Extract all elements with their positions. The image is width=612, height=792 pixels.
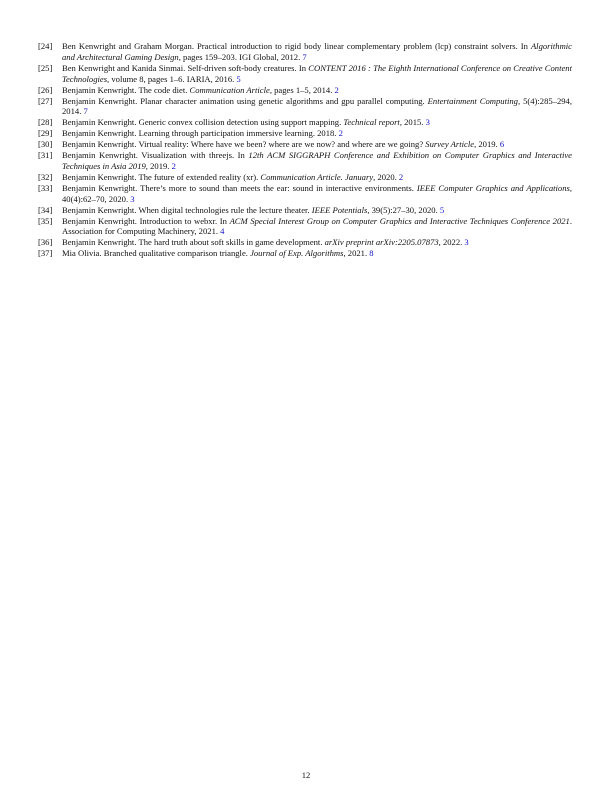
- reference-venue: Communication Article. January: [260, 171, 374, 182]
- reference-text: Benjamin Kenwright. Learning through participation immersive learning. 2018.: [62, 128, 339, 139]
- reference-text: Benjamin Kenwright. The hard truth about soft skills in game development.: [62, 237, 325, 248]
- reference-number: [32]: [38, 171, 53, 182]
- reference-text: Ben Kenwright and Kanida Sinmai. Self-driven soft-body creatures. In: [62, 62, 309, 73]
- reference-number: [25]: [38, 62, 53, 73]
- reference-text: Benjamin Kenwright. There’s more to sound than meets the ear: sound in interactive environments.: [62, 182, 417, 193]
- reference-number: [34]: [38, 204, 53, 215]
- reference-text: Benjamin Kenwright. Planar character animation using genetic algorithms and gpu parallel computing.: [62, 95, 428, 106]
- reference-venue: CONTENT 2016 : The Eighth International Conference on Creative Content Technologies: [62, 62, 572, 84]
- backref-link[interactable]: 8: [369, 248, 374, 259]
- reference-number: [24]: [38, 41, 53, 51]
- reference-number: [33]: [38, 182, 53, 193]
- reference-number: [28]: [38, 117, 53, 128]
- reference-entry: [38, 150, 572, 172]
- reference-text: Benjamin Kenwright. Generic convex collision detection using support mapping.: [62, 117, 344, 128]
- page-number: 12: [301, 770, 311, 780]
- reference-details: , 2019.: [474, 139, 500, 150]
- reference-number: [35]: [38, 215, 53, 226]
- reference-details: , 2022.: [438, 237, 465, 248]
- reference-venue: IEEE Computer Graphics and Applications: [416, 182, 570, 193]
- reference-number: [36]: [38, 237, 53, 248]
- backref-link[interactable]: 3: [425, 117, 430, 128]
- reference-venue: Survey Article: [425, 139, 475, 150]
- reference-entry: [38, 96, 572, 118]
- reference-venue: IEEE Potentials: [311, 204, 368, 215]
- reference-number: [37]: [38, 248, 53, 259]
- reference-number: [30]: [38, 139, 53, 150]
- reference-details: , 5(4):285–294, 2014.: [62, 95, 572, 117]
- reference-entry: [38, 237, 572, 248]
- reference-details: , volume 8, pages 1–6. IARIA, 2016.: [107, 73, 237, 84]
- reference-number: [27]: [38, 95, 53, 106]
- reference-entry: [38, 248, 572, 259]
- reference-text: Benjamin Kenwright. When digital technologies rule the lecture theater.: [62, 204, 312, 215]
- reference-entry: [38, 139, 572, 150]
- reference-details: , 39(5):27–30, 2020.: [367, 204, 440, 215]
- reference-text: Benjamin Kenwright. The future of extended reality (xr).: [62, 171, 261, 182]
- reference-details: , 2019.: [145, 160, 172, 171]
- backref-link[interactable]: 7: [302, 51, 307, 62]
- reference-entry: [38, 63, 572, 85]
- reference-entry: [38, 172, 572, 183]
- backref-link[interactable]: 2: [398, 171, 404, 182]
- reference-entry: [38, 183, 572, 205]
- bibliography: [38, 41, 572, 259]
- backref-link[interactable]: 7: [83, 106, 88, 117]
- reference-details: , pages 159–203. IGI Global, 2012.: [178, 51, 303, 62]
- reference-venue: Entertainment Computing: [427, 95, 518, 106]
- reference-venue: Journal of Exp. Algorithms: [250, 248, 344, 259]
- reference-venue: 12th ACM SIGGRAPH Conference and Exhibition on Computer Graphics and Interactive Techniques in Asia 2019: [62, 150, 572, 171]
- reference-number: [26]: [38, 84, 53, 95]
- reference-details: , pages 1–5, 2014.: [269, 84, 335, 95]
- backref-link[interactable]: 2: [171, 160, 176, 171]
- backref-link[interactable]: 3: [130, 193, 135, 204]
- reference-text: Benjamin Kenwright. Introduction to webxr. In: [62, 215, 230, 226]
- backref-link[interactable]: 6: [499, 139, 505, 150]
- reference-venue: Algorithmic and Architectural Gaming Design: [62, 41, 572, 62]
- reference-entry: [38, 117, 572, 128]
- backref-link[interactable]: 5: [439, 204, 445, 215]
- backref-link[interactable]: 4: [220, 226, 225, 237]
- reference-text: Ben Kenwright and Graham Morgan. Practical introduction to rigid body linear complementary problem (lcp) constraint solvers. In: [62, 41, 531, 51]
- reference-details: , 2021.: [343, 248, 370, 259]
- backref-link[interactable]: 5: [236, 73, 241, 84]
- reference-details: . Association for Computing Machinery, 2021.: [62, 215, 572, 237]
- reference-entry: [38, 41, 572, 63]
- reference-venue: ACM Special Interest Group on Computer Graphics and Interactive Techniques Conference 2021: [229, 215, 570, 226]
- backref-link[interactable]: 2: [334, 84, 339, 95]
- reference-entry: [38, 216, 572, 238]
- backref-link[interactable]: 3: [464, 237, 469, 248]
- reference-venue: arXiv preprint arXiv:2205.07873: [324, 237, 439, 248]
- reference-text: Mia Olivia. Branched qualitative comparison triangle.: [62, 248, 251, 259]
- reference-venue: Technical report: [343, 117, 400, 128]
- reference-number: [29]: [38, 128, 53, 139]
- reference-details: , 40(4):62–70, 2020.: [62, 182, 572, 204]
- backref-link[interactable]: 2: [338, 128, 343, 139]
- reference-number: [31]: [38, 150, 53, 161]
- reference-venue: Communication Article: [189, 84, 270, 95]
- reference-text: Benjamin Kenwright. Visualization with threejs. In: [62, 150, 249, 161]
- reference-details: , 2015.: [399, 117, 426, 128]
- reference-text: Benjamin Kenwright. The code diet.: [62, 84, 190, 95]
- reference-entry: [38, 205, 572, 216]
- reference-details: , 2020.: [373, 171, 399, 182]
- reference-text: Benjamin Kenwright. Virtual reality: Where have we been? where are we now? and where are we going?: [62, 139, 426, 150]
- reference-entry: [38, 128, 572, 139]
- reference-entry: [38, 85, 572, 96]
